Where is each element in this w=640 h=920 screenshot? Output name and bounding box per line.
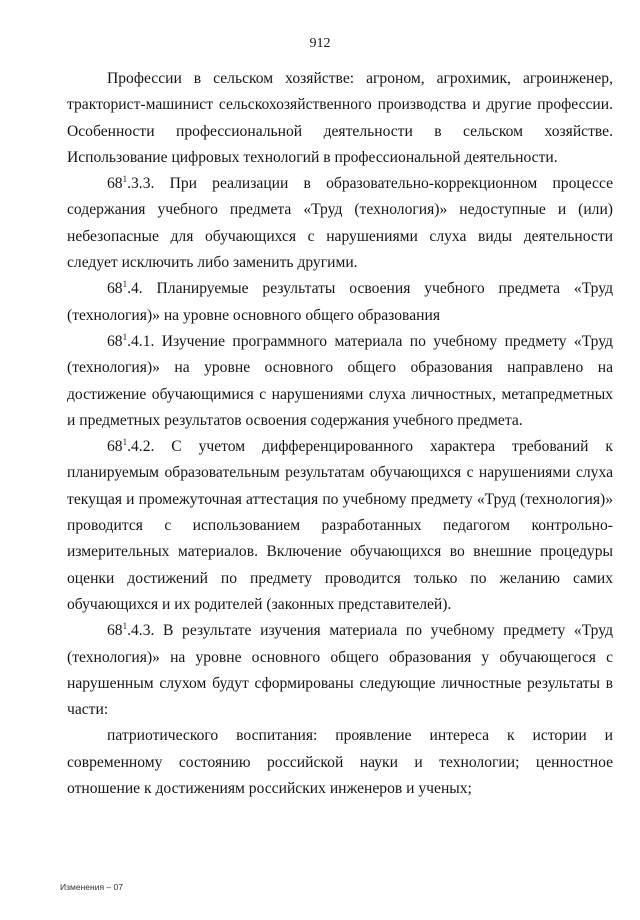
clause-number: $68^1.4.3$.	[107, 621, 155, 640]
paragraph-patriotic-education	[67, 723, 613, 802]
footer-revision-note: Изменения – 07	[60, 882, 123, 892]
paragraph-68-4-1	[67, 329, 613, 434]
paragraph-68-3-3	[67, 171, 613, 276]
paragraph-professions	[67, 66, 613, 171]
paragraph-text: С учетом дифференцированного характера требований к планируемым образовательным результатам обучающихся с нарушениями слуха текущая и промежуточная аттестация по учебному предмету «Труд (технология)» проводится с использованием разработанных педагогом контрольно-измерительных материалов. Включение обучающихся во внешние процедуры оценки достижений по предмету проводится только по желанию самих обучающихся и их родителей (законных представителей).	[67, 438, 613, 613]
clause-number: $68^1.3.3$.	[107, 174, 155, 193]
paragraph-text: патриотического воспитания: проявление интереса к истории и современному состоянию российской науки и технологии; ценностное отношение к достижениям российских инженеров и ученых;	[67, 727, 613, 798]
paragraph-68-4-2	[67, 434, 613, 618]
page-number: 912	[309, 36, 331, 51]
paragraph-text: Изучение программного материала по учебному предмету «Труд (технология)» на уровне основного общего образования направлено на достижение обучающимися с нарушениями слуха личностных, метапредметных и предметных результатов освоения содержания учебного предмета.	[67, 332, 613, 429]
paragraph-text: В результате изучения материала по учебному предмету «Труд (технология)» на уровне основного общего образования у обучающегося с нарушенным слухом будут сформированы следующие личностные результаты в части:	[67, 622, 613, 719]
body-text	[67, 66, 613, 802]
clause-number: $68^1.4$.	[107, 279, 143, 298]
paragraph-text: Планируемые результаты освоения учебного предмета «Труд (технология)» на уровне основного общего образования	[67, 280, 613, 324]
paragraph-68-4	[67, 276, 613, 329]
paragraph-68-4-3	[67, 618, 613, 723]
paragraph-text: При реализации в образовательно-коррекционном процессе содержания учебного предмета «Труд (технология)» недоступные и (или) небезопасные для обучающихся с нарушениями слуха виды деятельности следует исключить либо заменить другими.	[67, 175, 613, 272]
clause-number: $68^1.4.1$.	[107, 331, 155, 350]
clause-number: $68^1.4.2$.	[107, 436, 155, 456]
paragraph-text: Профессии в сельском хозяйстве: агроном, агрохимик, агроинженер, тракторист-машинист сельскохозяйственного производства и другие профессии. Особенности профессиональной деятельности в сельском хозяйстве. Использование цифровых технологий в профессиональной деятельности.	[67, 70, 613, 166]
